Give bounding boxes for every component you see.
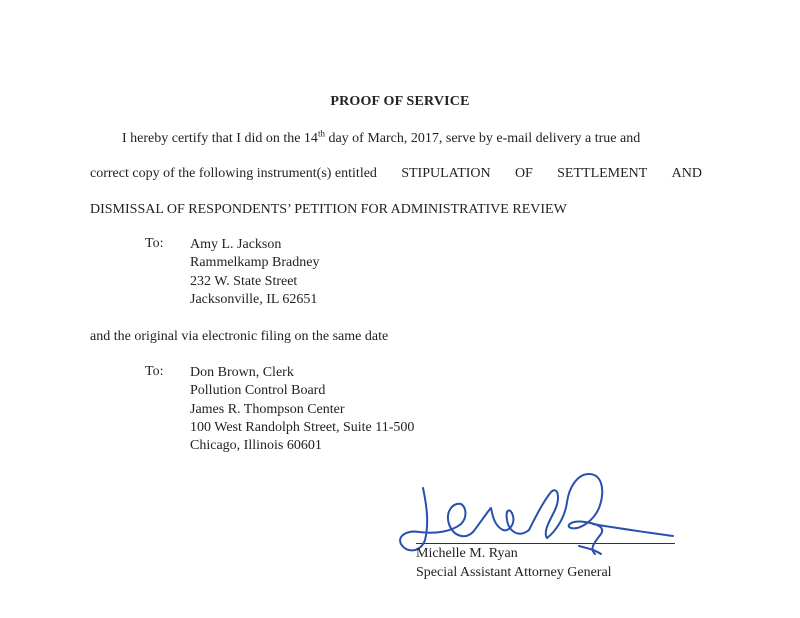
instrument-word: correct copy of the following instrument(s) entitled [90,166,377,181]
document-title: PROOF OF SERVICE [330,94,470,109]
address-line: Don Brown, Clerk [190,365,294,380]
instrument-word: STIPULATION [401,166,491,181]
address-line: Chicago, Illinois 60601 [190,438,322,454]
instrument-word: AND [671,166,702,181]
signer-title: Special Assistant Attorney General [416,565,612,580]
address-line: 100 West Randolph Street, Suite 11-500 [190,419,415,435]
instrument-title-continued: DISMISSAL OF RESPONDENTS’ PETITION FOR ADMINISTRATIVE REVIEW [90,202,567,217]
recipient-2-address [190,364,414,455]
to-label-recipient-2: To: [145,364,164,379]
instrument-line [90,166,702,182]
to-label-recipient-1: To: [145,236,164,251]
certification-text-pre: I hereby certify that I did on the 14 [122,131,318,146]
address-line: Rammelkamp Bradney [190,255,320,271]
signature-stroke [473,508,529,534]
certification-ordinal: th [317,128,325,139]
signer-name: Michelle M. Ryan [416,546,518,561]
address-line: James R. Thompson Center [190,401,345,417]
signature-stroke [400,488,473,550]
instrument-word: SETTLEMENT [557,166,648,181]
certification-line [122,128,641,147]
signature-stroke [593,524,673,536]
address-line: Jacksonville, IL 62651 [190,291,318,307]
original-filing-line: and the original via electronic filing on the same date [90,329,389,344]
address-line: 232 W. State Street [190,273,298,289]
signature-stroke [547,474,602,554]
address-line: Pollution Control Board [190,383,326,399]
recipient-1-address [190,236,319,309]
instrument-word: OF [514,166,533,181]
address-line: Amy L. Jackson [190,237,282,252]
signature-stroke [579,546,601,554]
certification-text-post: day of March, 2017, serve by e-mail delivery a true and [324,131,641,146]
